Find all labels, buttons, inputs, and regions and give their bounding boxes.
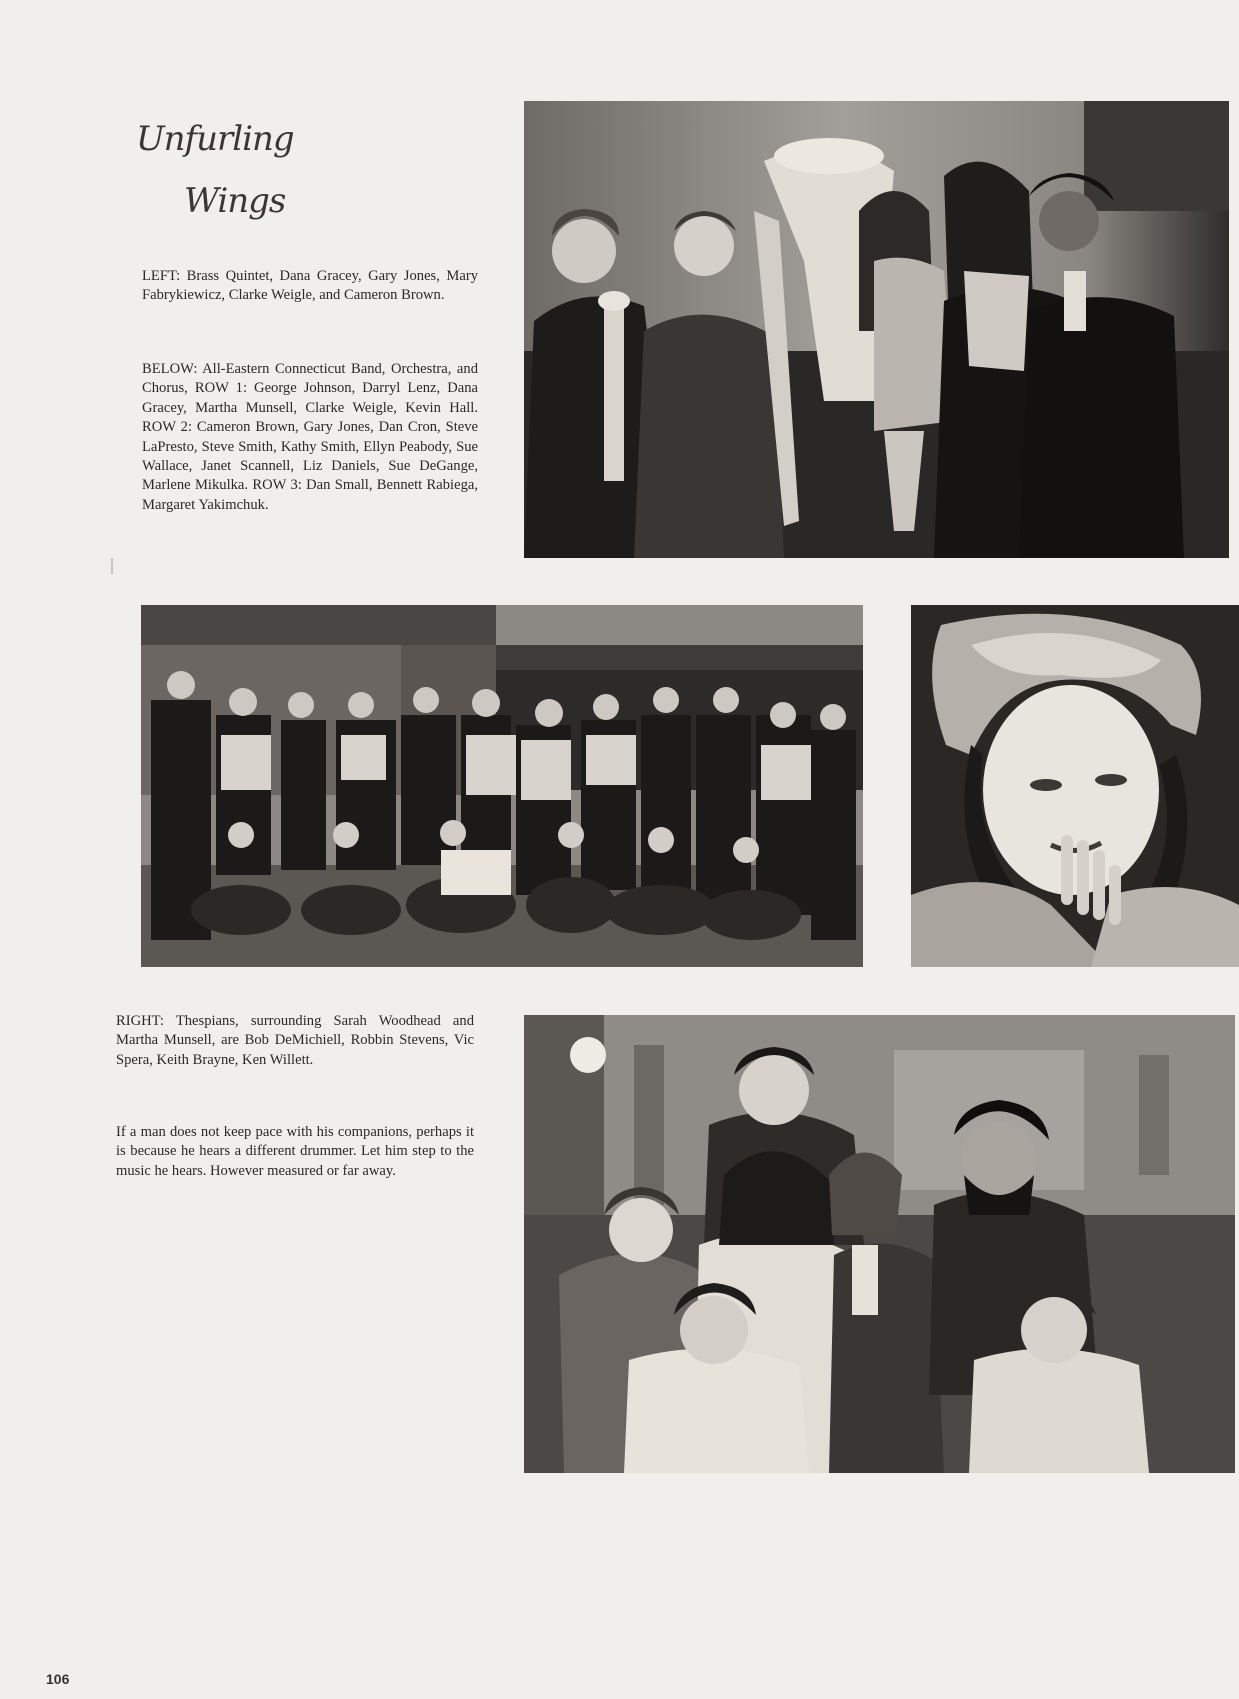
photo-brass-quintet (524, 101, 1229, 558)
caption-below: BELOW: All-Eastern Connecticut Band, Orchestra, and Chorus, ROW 1: George Johnson, Darryl Lenz, Dana Gracey, Martha Munsell, Clarke Weigle, Kevin Hall. ROW 2: Cameron Brown, Gary Jones, Dan Cron, Steve LaPresto, Steve Smith, Kathy Smith, Ellyn Peabody, Sue Wallace, Janet Scannell, Liz Daniels, Sue DeGange, Marlene Mikulka. ROW 3: Dan Small, Bennett Rabiega, Margaret Yakimchuk. (142, 361, 478, 513)
margin-mark (111, 558, 113, 574)
page-number: 106 (46, 1671, 70, 1687)
photo-thespians (524, 1015, 1235, 1473)
drummer-quote: If a man does not keep pace with his companions, perhaps it is because he hears a different drummer. Let him step to the music he hears. However measured or far away. (116, 1124, 474, 1179)
caption-left: LEFT: Brass Quintet, Dana Gracey, Gary Jones, Mary Fabrykiewicz, Clarke Weigle, and Cameron Brown. (142, 268, 478, 304)
title-line-1: Unfurling (136, 119, 294, 159)
page-title (132, 118, 292, 228)
photo-thespian-makeup (911, 605, 1239, 967)
caption-right: RIGHT: Thespians, surrounding Sarah Woodhead and Martha Munsell, are Bob DeMichiell, Robbin Stevens, Vic Spera, Keith Brayne, Ken Willett. (116, 1013, 474, 1068)
title-line-2: Wings (184, 181, 286, 221)
photo-all-eastern-group (141, 605, 863, 967)
